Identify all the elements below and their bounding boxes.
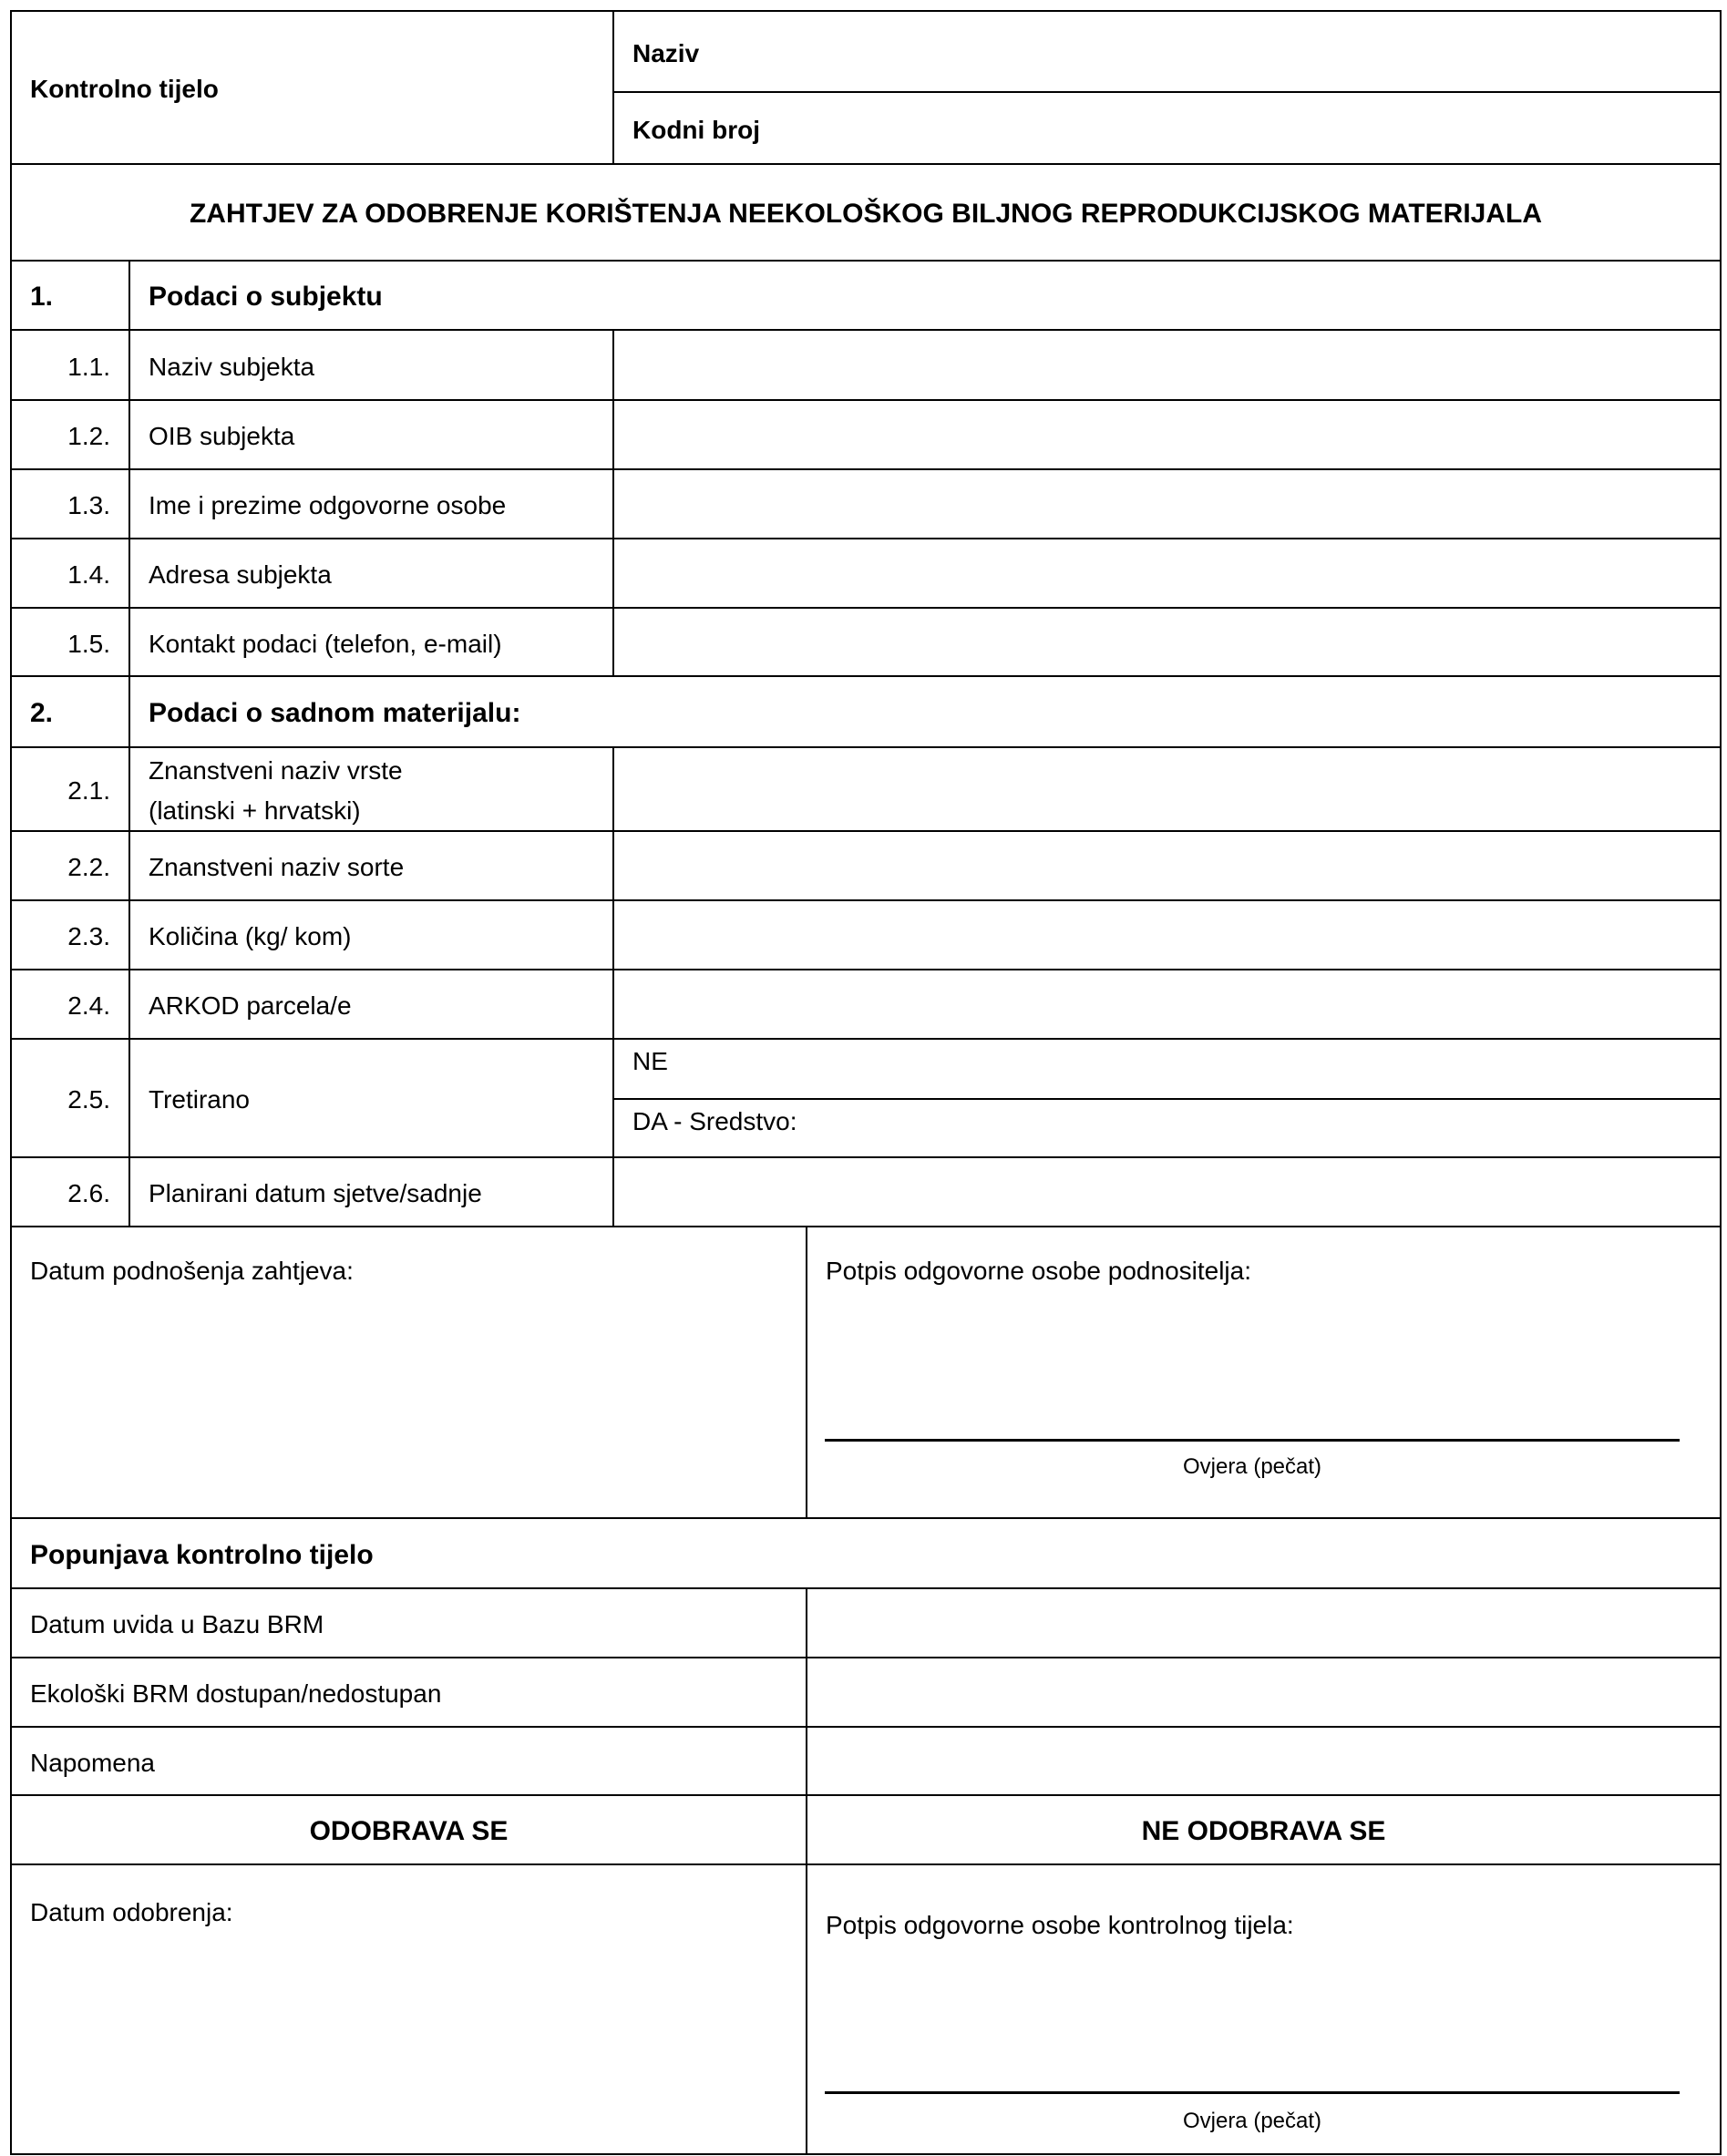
row-number-text: 1.1. xyxy=(67,352,110,381)
section1-number xyxy=(10,260,130,331)
subject-oib-input[interactable] xyxy=(612,399,1722,470)
stamp-label: Ovjera (pečat) xyxy=(1182,1454,1322,1479)
row-label-text: Znanstveni naziv sorte xyxy=(149,853,405,881)
row-label xyxy=(10,1657,807,1728)
subject-address-input[interactable] xyxy=(612,538,1722,609)
row-label-text: Naziv subjekta xyxy=(149,352,315,381)
row-label xyxy=(128,899,614,970)
row-number xyxy=(10,1156,130,1227)
row-label xyxy=(128,468,614,539)
row-label-line2: (latinski + hrvatski) xyxy=(149,796,361,825)
approved-option[interactable] xyxy=(10,1794,807,1865)
row-label xyxy=(128,969,614,1040)
row-number-text: 2.3. xyxy=(67,922,110,950)
row-number-text: 2.5. xyxy=(67,1085,110,1114)
note-input[interactable] xyxy=(806,1726,1722,1796)
variety-name-input[interactable] xyxy=(612,830,1722,901)
stamp-label: Ovjera (pečat) xyxy=(1182,2109,1322,2133)
row-label-text: Ime i prezime odgovorne osobe xyxy=(149,491,507,519)
row-number xyxy=(10,899,130,970)
row-number xyxy=(10,969,130,1040)
row-label xyxy=(128,1038,614,1158)
row-number-text: 2.6. xyxy=(67,1179,110,1207)
form-title-text: ZAHTJEV ZA ODOBRENJE KORIŠTENJA NEEKOLOŠKOG BILJNOG REPRODUKCIJSKOG MATERIJALA xyxy=(189,199,1543,229)
section1-title xyxy=(128,260,1722,331)
row-label-text: Količina (kg/ kom) xyxy=(149,922,352,950)
treated-yes-text: DA - Sredstvo: xyxy=(632,1107,797,1135)
planned-date-input[interactable] xyxy=(612,1156,1722,1227)
row-number xyxy=(10,538,130,609)
not-approved-option[interactable] xyxy=(806,1794,1722,1865)
row-label-text: OIB subjekta xyxy=(149,422,295,450)
row-number-text: 2.2. xyxy=(67,853,110,881)
row-label-text: ARKOD parcela/e xyxy=(149,991,352,1020)
control-section-title xyxy=(10,1517,1722,1589)
section2-title xyxy=(128,675,1722,748)
row-label xyxy=(128,746,614,832)
row-number-text: 1.2. xyxy=(67,422,110,450)
brm-check-date-input[interactable] xyxy=(806,1587,1722,1658)
row-number-text: 1.5. xyxy=(67,629,110,658)
contact-input[interactable] xyxy=(612,607,1722,677)
row-label xyxy=(128,399,614,470)
row-label-text: Datum uvida u Bazu BRM xyxy=(30,1610,324,1638)
row-label xyxy=(128,329,614,401)
arkod-parcel-input[interactable] xyxy=(612,969,1722,1040)
row-number-text: 1.4. xyxy=(67,560,110,589)
not-approved-text: NE ODOBRAVA SE xyxy=(1141,1816,1386,1846)
responsible-person-input[interactable] xyxy=(612,468,1722,539)
approved-text: ODOBRAVA SE xyxy=(309,1816,509,1846)
approval-date-label: Datum odobrenja: xyxy=(30,1898,233,1926)
control-body-name-field[interactable] xyxy=(612,10,1722,93)
species-name-input[interactable] xyxy=(612,746,1722,832)
control-signature-label: Potpis odgovorne osobe kontrolnog tijela: xyxy=(826,1911,1294,1939)
row-number-text: 1.3. xyxy=(67,491,110,519)
row-label xyxy=(10,1587,807,1658)
section2-title-text: Podaci o sadnom materijalu: xyxy=(149,698,521,728)
control-section-title-text: Popunjava kontrolno tijelo xyxy=(30,1539,374,1570)
control-body-code-field[interactable] xyxy=(612,91,1722,165)
row-number xyxy=(10,830,130,901)
code-label: Kodni broj xyxy=(632,115,760,144)
quantity-input[interactable] xyxy=(612,899,1722,970)
treated-no-option[interactable] xyxy=(612,1038,1722,1100)
treated-yes-option[interactable] xyxy=(612,1098,1722,1158)
row-number-text: 2.1. xyxy=(67,776,110,805)
row-label xyxy=(128,1156,614,1227)
row-number xyxy=(10,399,130,470)
row-label-text: Kontakt podaci (telefon, e-mail) xyxy=(149,629,502,658)
row-label-text: Napomena xyxy=(30,1748,155,1777)
row-number xyxy=(10,746,130,832)
row-label-line1: Znanstveni naziv vrste xyxy=(149,756,403,785)
row-number xyxy=(10,1038,130,1158)
section2-number-text: 2. xyxy=(30,698,54,728)
submission-date-field[interactable] xyxy=(10,1226,807,1519)
row-label-text: Tretirano xyxy=(149,1085,251,1114)
row-label xyxy=(128,538,614,609)
control-body-label xyxy=(10,10,614,165)
row-label xyxy=(128,830,614,901)
signature-line xyxy=(825,2091,1680,2094)
form-title xyxy=(10,163,1722,262)
section1-title-text: Podaci o subjektu xyxy=(149,282,383,312)
row-number-text: 2.4. xyxy=(67,991,110,1020)
row-label-text: Ekološki BRM dostupan/nedostupan xyxy=(30,1679,442,1708)
row-number xyxy=(10,468,130,539)
subject-name-input[interactable] xyxy=(612,329,1722,401)
signature-line xyxy=(825,1439,1680,1442)
approval-date-field[interactable] xyxy=(10,1863,807,2155)
submission-date-label: Datum podnošenja zahtjeva: xyxy=(30,1257,354,1285)
row-label-text: Adresa subjekta xyxy=(149,560,332,589)
section2-number xyxy=(10,675,130,748)
row-number xyxy=(10,329,130,401)
row-label-text: Planirani datum sjetve/sadnje xyxy=(149,1179,482,1207)
control-body-text: Kontrolno tijelo xyxy=(30,75,219,103)
row-number xyxy=(10,607,130,677)
brm-availability-input[interactable] xyxy=(806,1657,1722,1728)
row-label xyxy=(128,607,614,677)
submission-signature-label: Potpis odgovorne osobe podnositelja: xyxy=(826,1257,1252,1285)
section1-number-text: 1. xyxy=(30,282,54,312)
row-label xyxy=(10,1726,807,1796)
name-label: Naziv xyxy=(632,38,700,67)
treated-no-text: NE xyxy=(632,1047,668,1075)
